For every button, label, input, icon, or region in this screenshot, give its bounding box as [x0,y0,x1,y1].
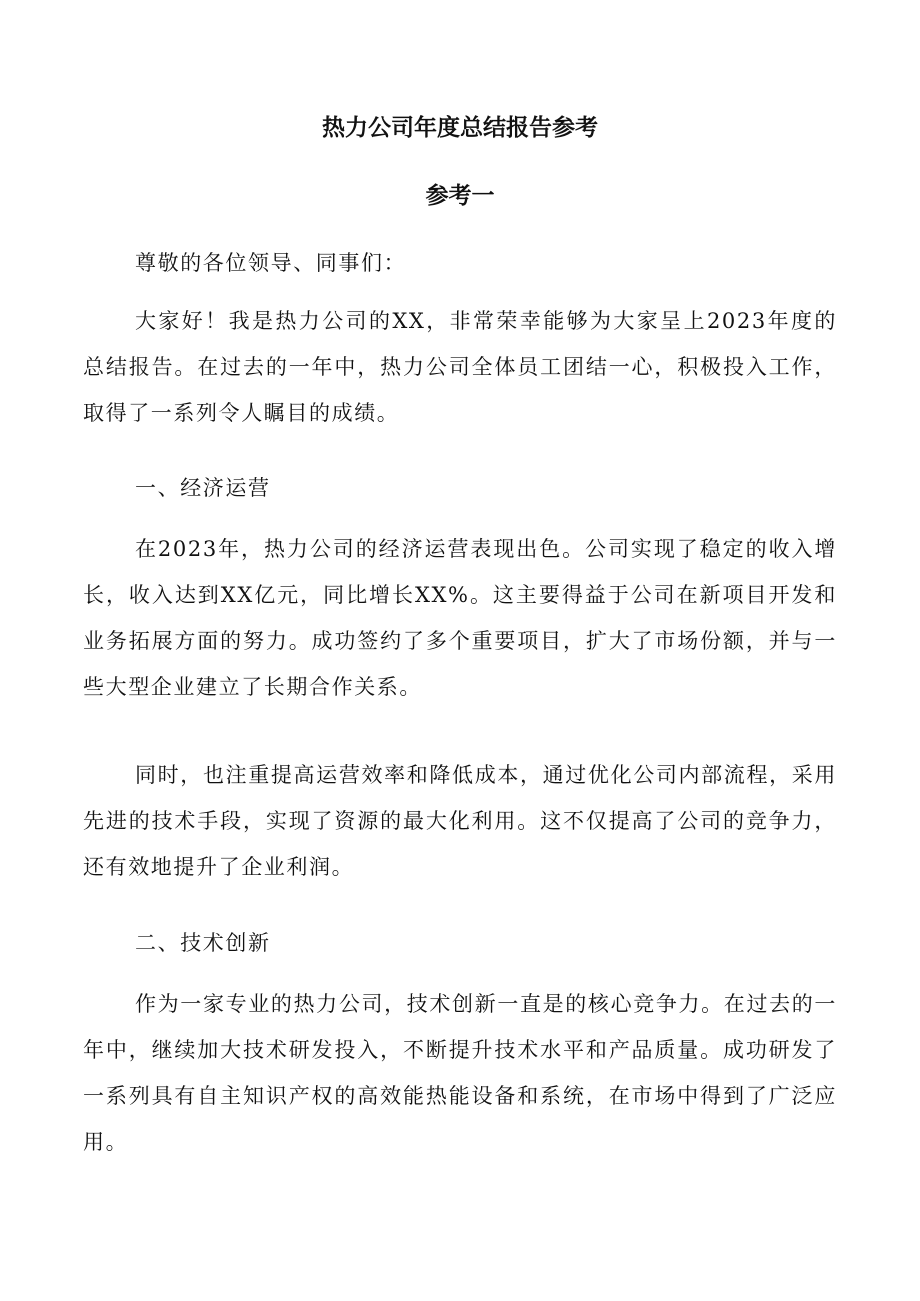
section-heading-technology: 二、技术创新 [135,931,271,955]
section-heading-economic: 一、经济运营 [135,476,271,500]
economic-paragraph-2: 同时，也注重提高运营效率和降低成本，通过优化公司内部流程，采用先进的技术手段，实现了资源的最大化利用。这不仅提高了公司的竞争力，还有效地提升了企业利润。 [83,763,837,879]
document-subtitle: 参考一 [425,183,495,209]
document-title: 热力公司年度总结报告参考 [322,115,598,141]
greeting-paragraph: 尊敬的各位领导、同事们： [135,251,407,275]
technology-paragraph-1: 作为一家专业的热力公司，技术创新一直是的核心竞争力。在过去的一年中，继续加大技术研发投入，不断提升技术水平和产品质量。成功研发了一系列具有自主知识产权的高效能热能设备和系统，在市场中得到了广泛应用。 [83,992,837,1154]
economic-paragraph-1: 在2023年，热力公司的经济运营表现出色。公司实现了稳定的收入增长，收入达到XX亿元，同比增长XX%。这主要得益于公司在新项目开发和业务拓展方面的努力。成功签约了多个重要项目，扩大了市场份额，并与一些大型企业建立了长期合作关系。 [83,537,837,699]
intro-paragraph: 大家好！我是热力公司的XX，非常荣幸能够为大家呈上2023年度的总结报告。在过去的一年中，热力公司全体员工团结一心，积极投入工作，取得了一系列令人瞩目的成绩。 [83,309,837,425]
